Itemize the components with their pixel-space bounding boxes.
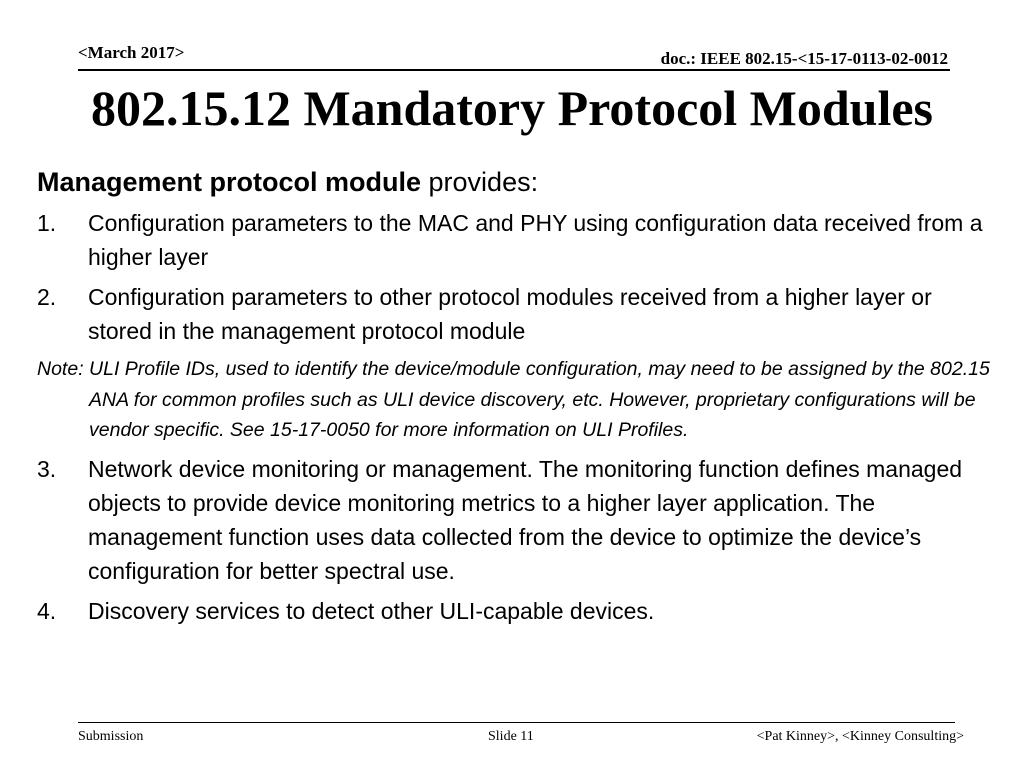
list-item-text: Discovery services to detect other ULI-capable devices. <box>88 597 655 624</box>
list-item-text: Configuration parameters to other protocol modules received from a higher layer or stored in the management protocol module <box>88 284 932 344</box>
list-item-number: 1. <box>37 210 57 236</box>
header-divider <box>78 69 950 71</box>
list-item <box>37 206 997 274</box>
footer-divider <box>78 722 955 723</box>
header-doc-id: doc.: IEEE 802.15-<15-17-0113-02-0012 <box>660 49 948 68</box>
intro-strong: Management protocol module <box>37 167 422 197</box>
list-item-number: 3. <box>37 455 57 482</box>
intro-rest: provides: <box>421 167 539 197</box>
header-date: <March 2017> <box>78 43 185 62</box>
list-item-text: Configuration parameters to the MAC and PHY using configuration data received from a higher layer <box>88 210 983 270</box>
list-item <box>37 280 997 348</box>
list-item <box>37 452 997 588</box>
footer-submission: Submission <box>78 729 144 744</box>
footer-author: <Pat Kinney>, <Kinney Consulting> <box>756 729 964 744</box>
list-item-number: 2. <box>37 284 57 310</box>
intro-line <box>37 162 997 202</box>
list-item-number: 4. <box>37 597 57 624</box>
footer-slide-number: Slide 11 <box>488 729 534 744</box>
slide-title: 802.15.12 Mandatory Protocol Modules <box>90 80 934 136</box>
slide-body <box>37 162 997 634</box>
list-item <box>37 594 997 628</box>
list-item-text: Network device monitoring or management. The monitoring function defines managed objects to provide device monitoring metrics to a higher layer application. The management function uses data collected from the device to optimize the device’s configuration for better spectral use. <box>88 455 963 584</box>
note-text: Note: ULI Profile IDs, used to identify the device/module configuration, may need to be assigned by the 802.15 ANA for common profiles such as ULI device discovery, etc. However, proprietary configurations will be vendor specific. See 15-17-0050 for more information on ULI Profiles. <box>37 358 990 441</box>
